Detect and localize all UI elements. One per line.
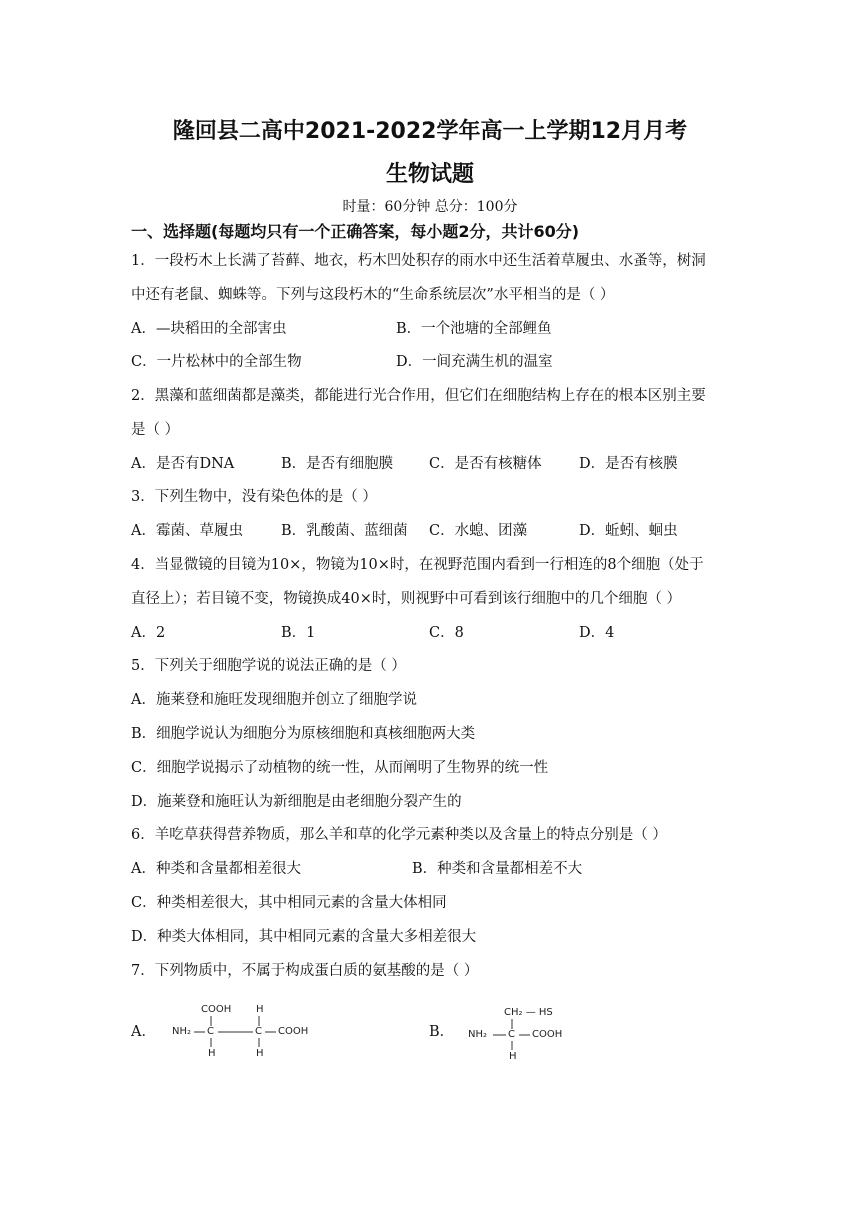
amino-acid-structure-b (466, 1003, 596, 1065)
q1-option-b: B．一个池塘的全部鲤鱼 (396, 321, 552, 337)
exam-meta: 时量：60分钟 总分：100分 (342, 199, 518, 215)
q4-option-d: D．4 (579, 625, 615, 641)
q3-option-b: B．乳酸菌、蓝细菌 (281, 523, 408, 539)
question-4-line-2: 直径上）；若目镜不变，物镜换成40×时，则视野中可看到该行细胞中的几个细胞（ ） (131, 591, 681, 607)
structure-a-c1: C (207, 1026, 214, 1037)
exam-subtitle: 生物试题 (385, 162, 474, 187)
q2-option-d: D．是否有核膜 (579, 456, 678, 472)
question-2-line-1: 2．黑藻和蓝细菌都是藻类，都能进行光合作用，但它们在细胞结构上存在的根本区别主要 (131, 388, 706, 404)
q4-option-b: B．1 (281, 625, 316, 641)
question-7-line-1: 7．下列物质中，不属于构成蛋白质的氨基酸的是（ ） (131, 963, 479, 979)
q5-option-c: C．细胞学说揭示了动植物的统一性，从而阐明了生物界的统一性 (131, 760, 549, 776)
q4-option-c: C．8 (429, 625, 464, 641)
q6-option-d: D．种类大体相同，其中相同元素的含量大多相差很大 (131, 929, 477, 945)
structure-a-c2: C (255, 1026, 262, 1037)
q1-option-c: C．一片松林中的全部生物 (131, 354, 302, 370)
q6-option-b: B．种类和含量都相差不大 (412, 861, 583, 877)
structure-b-h-bottom: H (509, 1051, 517, 1062)
q6-option-a: A．种类和含量都相差很大 (131, 861, 301, 877)
q5-option-b: B．细胞学说认为细胞分为原核细胞和真核细胞两大类 (131, 726, 476, 742)
q5-option-d: D．施莱登和施旺认为新细胞是由老细胞分裂产生的 (131, 794, 462, 810)
question-6-line-1: 6．羊吃草获得营养物质，那么羊和草的化学元素种类以及含量上的特点分别是（ ） (131, 827, 667, 843)
structure-a-nh2: NH₂ (172, 1026, 192, 1037)
q7-option-a: A． (131, 1024, 156, 1040)
structure-a-h-bottom-2: H (256, 1048, 264, 1059)
q4-option-a: A．2 (131, 625, 166, 641)
question-3-line-1: 3．下列生物中，没有染色体的是（ ） (131, 489, 377, 505)
amino-acid-structure-a (168, 1000, 328, 1062)
question-1-line-1: 1．一段朽木上长满了苔藓、地衣，朽木凹处积存的雨水中还生活着草履虫、水蚤等，树洞 (131, 253, 706, 269)
q7-option-b: B． (429, 1024, 455, 1040)
structure-b-cooh: COOH (532, 1029, 563, 1040)
q1-option-d: D．一间充满生机的温室 (396, 354, 553, 370)
section-heading: 一、选择题(每题均只有一个正确答案，每小题2分，共计60分) (131, 222, 580, 241)
q1-option-a: A．—块稻田的全部害虫 (131, 321, 287, 337)
structure-a-cooh-top: COOH (201, 1004, 232, 1015)
q5-option-a: A．施莱登和施旺发现细胞并创立了细胞学说 (131, 692, 417, 708)
structure-a-cooh-right: COOH (278, 1026, 309, 1037)
structure-a-h-bottom-1: H (208, 1048, 216, 1059)
structure-a-h-top: H (256, 1004, 264, 1015)
structure-b-nh2: NH₂ (468, 1029, 488, 1040)
question-1-line-2: 中还有老鼠、蜘蛛等。下列与这段朽木的“生命系统层次”水平相当的是（ ） (131, 287, 615, 303)
q2-option-b: B．是否有细胞膜 (281, 456, 394, 472)
structure-b-ch2-hs: CH₂ — HS (504, 1007, 553, 1018)
q3-option-c: C．水螅、团藻 (429, 523, 528, 539)
structure-b-c: C (508, 1029, 515, 1040)
q3-option-a: A．霉菌、草履虫 (131, 523, 243, 539)
q3-option-d: D．蚯蚓、蛔虫 (579, 523, 678, 539)
q6-option-c: C．种类相差很大，其中相同元素的含量大体相同 (131, 895, 447, 911)
q2-option-c: C．是否有核糖体 (429, 456, 542, 472)
exam-title: 隆回县二高中2021-2022学年高一上学期12月月考 (172, 119, 688, 144)
question-2-line-2: 是（ ） (131, 422, 180, 438)
q2-option-a: A．是否有DNA (131, 456, 235, 472)
question-4-line-1: 4．当显微镜的目镜为10×，物镜为10×时，在视野范围内看到一行相连的8个细胞（处于 (131, 557, 704, 573)
question-5-line-1: 5．下列关于细胞学说的说法正确的是（ ） (131, 658, 406, 674)
